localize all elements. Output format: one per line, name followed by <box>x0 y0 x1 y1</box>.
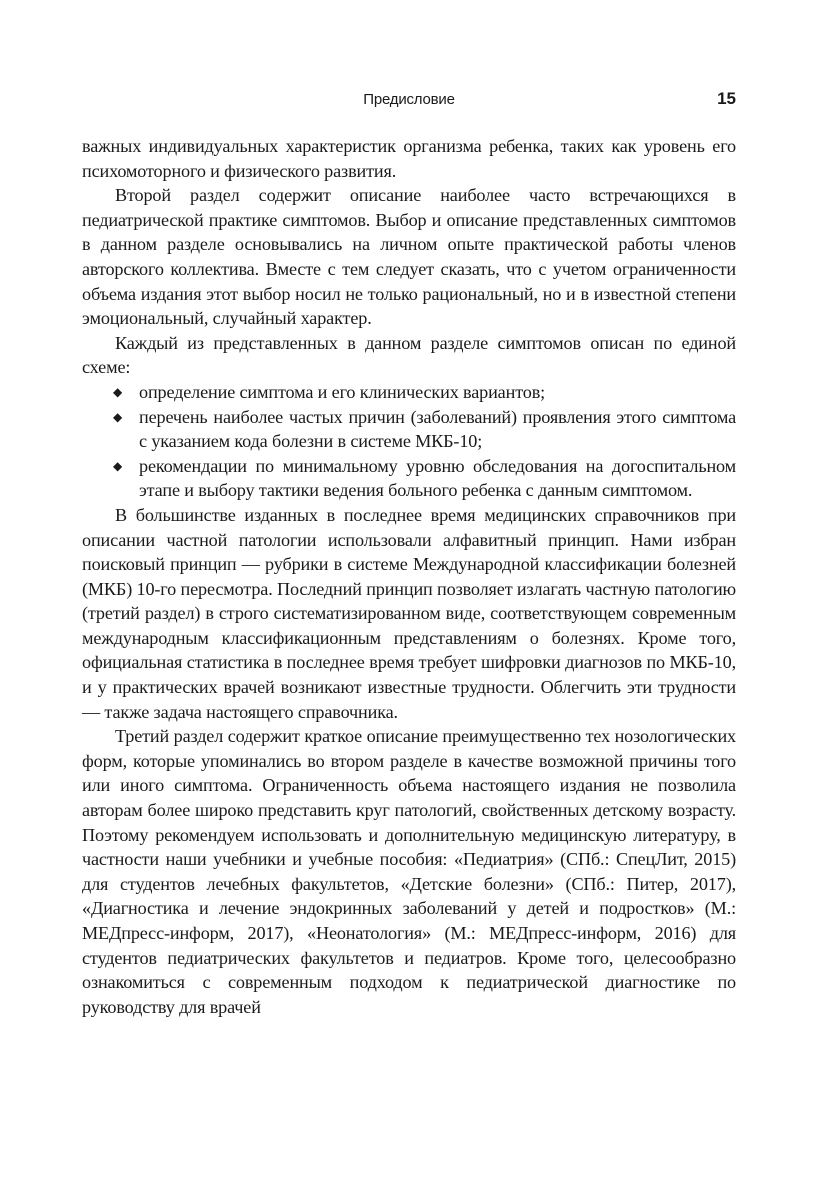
list-item <box>82 454 736 503</box>
paragraph: В большинстве изданных в последнее время медицинских справочников при описании частной патологии использовали алфавитный принцип. Нами избран поисковый принцип — рубрики в системе Международной классификации болезней (МКБ) 10-го пересмотра. Последний принцип позволяет излагать частную патологию (третий раздел) в строго систематизированном виде, соответствующем современным международным классификационным представлениям о болезнях. Кроме того, официальная статистика в последнее время требует шифровки диагнозов по МКБ-10, и у практических врачей возникают известные трудности. Облегчить эти трудности — также задача настоящего справочника. <box>82 504 736 722</box>
diamond-bullet-icon: ◆ <box>113 384 123 399</box>
page-number: 15 <box>717 89 736 108</box>
paragraph: Каждый из представленных в данном разделе симптомов описан по единой схеме: <box>82 332 736 378</box>
list-item-text: перечень наиболее частых причин (заболеваний) проявления этого симптома с указанием кода болезни в системе МКБ-10; <box>139 406 736 452</box>
paragraph-continuation: важных индивидуальных характеристик организма ребенка, таких как уровень его психомоторного и физического развития. <box>82 136 736 181</box>
list-item <box>82 405 736 454</box>
diamond-bullet-icon: ◆ <box>113 409 123 424</box>
running-title: Предисловие <box>363 91 455 108</box>
list-item-text: рекомендации по минимальному уровню обследования на догоспитальном этапе и выбору тактики ведения больного ребенка с данным симптомом. <box>139 455 736 501</box>
body-text <box>82 134 736 1019</box>
bullet-list <box>82 380 736 503</box>
paragraph: Второй раздел содержит описание наиболее часто встречающихся в педиатрической практике симптомов. Выбор и описание представленных симптомов в данном разделе основывались на личном опыте практической работы членов авторского коллектива. Вместе с тем следует сказать, что с учетом ограниченности объема издания этот выбор носил не только рациональный, но и в известной степени эмоциональный, случайный характер. <box>82 185 736 329</box>
diamond-bullet-icon: ◆ <box>113 458 123 473</box>
page-header <box>82 91 736 113</box>
paragraph: Третий раздел содержит краткое описание преимущественно тех нозологических форм, которые упоминались во втором разделе в качестве возможной причины того или иного симптома. Ограниченность объема настоящего издания не позволила авторам более широко представить круг патологий, свойственных детскому возрасту. Поэтому рекомендуем использовать и дополнительную медицинскую литературу, в частности наши учебники и учебные пособия: «Педиатрия» (СПб.: СпецЛит, 2015) для студентов лечебных факультетов, «Детские болезни» (СПб.: Питер, 2017), «Диагностика и лечение эндокринных заболеваний у детей и подростков» (М.: МЕДпресс-информ, 2017), «Неонатология» (М.: МЕДпресс-информ, 2016) для студентов педиатрических факультетов и педиатров. Кроме того, целесообразно ознакомиться с современным подходом к педиатрической диагностике по руководству для врачей <box>82 726 736 1017</box>
list-item-text: определение симптома и его клинических вариантов; <box>139 381 546 402</box>
list-item <box>82 380 736 405</box>
